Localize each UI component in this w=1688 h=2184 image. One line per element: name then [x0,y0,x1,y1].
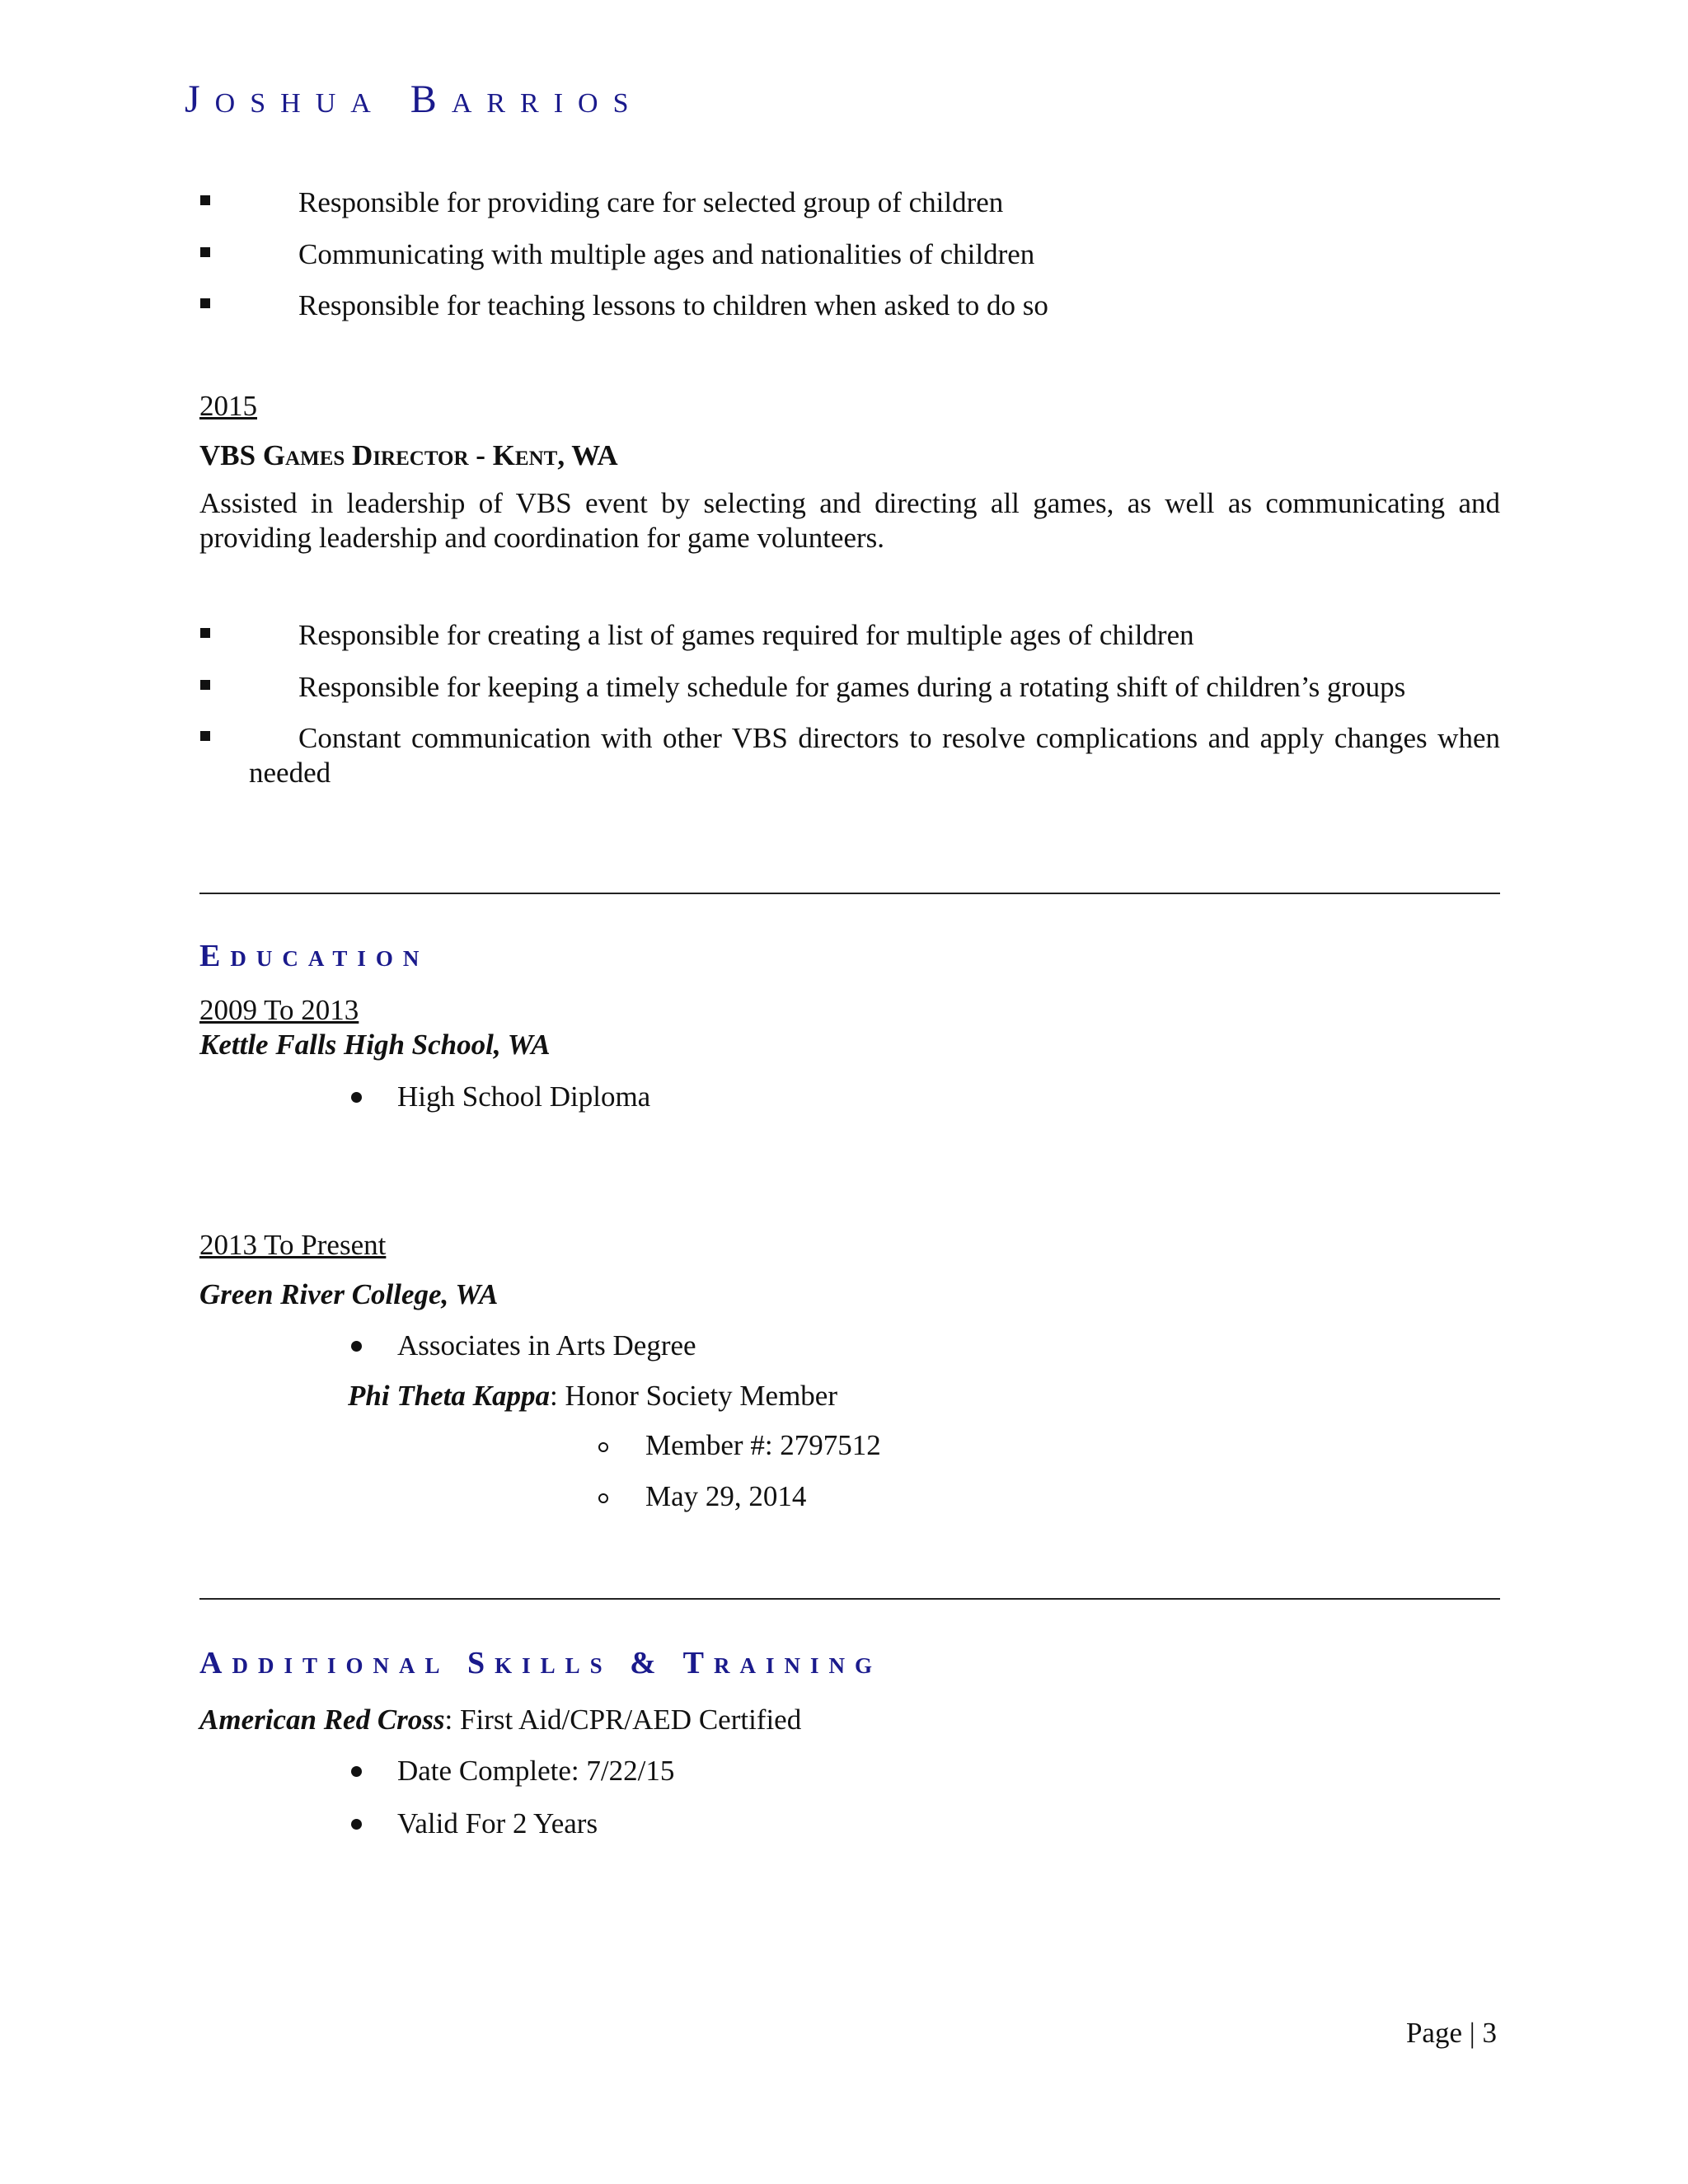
circle-bullet-icon [598,1493,608,1503]
certification-detail: Date Complete: 7/22/15 [397,1755,675,1787]
honor-society-desc: : Honor Society Member [550,1380,837,1412]
degree-item: Associates in Arts Degree [397,1329,696,1361]
square-bullet-icon [200,247,210,257]
list-item: Responsible for keeping a timely schedule for games during a rotating shift of children’s groups [298,671,1406,703]
page-number: Page | 3 [1405,2017,1497,2049]
skills-heading: Additional Skills & Training [199,1646,882,1680]
school-name: Green River College, WA [199,1278,499,1310]
square-bullet-icon [200,731,210,741]
list-item: Responsible for creating a list of games required for multiple ages of children [298,619,1194,651]
certification-org: American Red Cross [199,1704,445,1736]
job-title: VBS Games Director - Kent, WA [199,439,618,471]
square-bullet-icon [200,298,210,308]
degree-item: High School Diploma [397,1080,651,1113]
list-item: Communicating with multiple ages and nationalities of children [298,238,1035,270]
bullet-icon [351,1092,362,1103]
list-item: Responsible for providing care for selected group of children [298,186,1004,218]
list-item: Responsible for teaching lessons to children when asked to do so [298,289,1048,321]
square-bullet-icon [200,680,210,690]
honor-detail: May 29, 2014 [645,1480,807,1512]
circle-bullet-icon [598,1442,608,1452]
certification-detail: Valid For 2 Years [397,1807,598,1840]
job-description: Assisted in leadership of VBS event by selecting and directing all games, as well as communicating and providing leadership and coordination for game volunteers. [199,487,1500,554]
certification-name: : First Aid/CPR/AED Certified [444,1704,802,1736]
honor-society-line [348,1379,837,1413]
honor-detail: Member #: 2797512 [645,1429,881,1461]
education-dates: 2013 To Present [199,1229,387,1261]
section-divider [199,1598,1500,1600]
square-bullet-icon [200,628,210,638]
bullet-icon [351,1341,362,1352]
section-divider [199,893,1500,894]
education-dates: 2009 To 2013 [199,994,359,1026]
job-year: 2015 [199,390,257,422]
certification-line [199,1703,801,1737]
bullet-icon [351,1819,362,1830]
honor-society-name: Phi Theta Kappa [348,1380,551,1412]
bullet-icon [351,1766,362,1777]
list-item: Constant communication with other VBS directors to resolve complications and apply changes when needed [249,722,1500,789]
education-heading: Education [199,939,429,973]
resume-name: Joshua Barrios [185,77,644,121]
square-bullet-icon [200,195,210,205]
school-name: Kettle Falls High School, WA [199,1029,551,1061]
